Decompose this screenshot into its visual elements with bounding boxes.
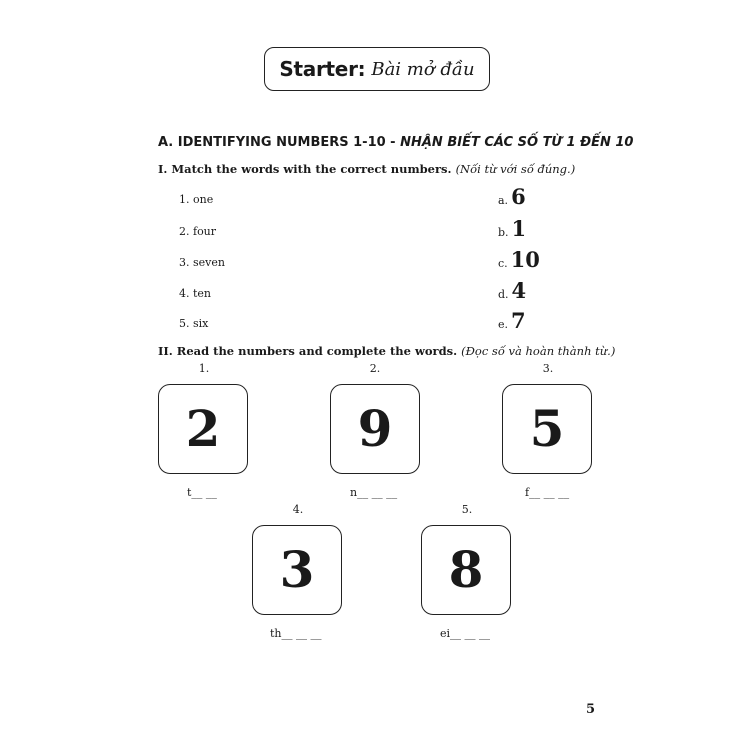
exercise-2-instruction-text: II. Read the numbers and complete the words. <box>158 344 458 358</box>
exercise-2-instruction <box>158 344 615 358</box>
match-letter: d. <box>498 288 509 301</box>
card-label: 5. <box>461 503 473 516</box>
match-number-item <box>498 184 526 209</box>
match-letter: b. <box>498 226 509 239</box>
section-a-heading <box>158 135 633 150</box>
title-box <box>264 47 490 91</box>
match-number-item <box>498 278 526 303</box>
card-number: 9 <box>357 399 393 458</box>
number-card <box>421 525 511 615</box>
number-card <box>252 525 342 615</box>
section-a-label: A. IDENTIFYING NUMBERS 1-10 - <box>158 135 401 150</box>
match-letter: e. <box>498 318 509 331</box>
match-letter: c. <box>498 257 508 270</box>
match-number-item <box>498 308 526 333</box>
exercise-1-instruction-text: I. Match the words with the correct numbers. <box>158 162 452 176</box>
page-number: 5 <box>586 702 596 717</box>
number-card <box>330 384 420 474</box>
match-number: 10 <box>510 247 540 272</box>
match-number-item <box>498 247 540 272</box>
exercise-1-instruction-viet: (Nối từ với số đúng.) <box>455 162 576 176</box>
match-number: 4 <box>511 278 527 303</box>
match-number: 6 <box>511 184 526 209</box>
title-main: Starter: <box>279 57 366 81</box>
word-blank: f__ __ __ <box>525 486 570 499</box>
match-word: 2. four <box>179 225 217 238</box>
card-number: 5 <box>529 399 565 458</box>
card-number: 3 <box>279 540 315 599</box>
card-number: 8 <box>448 540 484 599</box>
word-blank: t__ __ <box>187 486 217 499</box>
match-number-item <box>498 216 526 241</box>
word-blank: th__ __ __ <box>270 627 322 640</box>
match-word: 5. six <box>179 317 209 330</box>
match-word: 1. one <box>179 193 214 206</box>
card-number: 2 <box>185 399 221 458</box>
card-label: 2. <box>369 362 381 375</box>
word-blank: n__ __ __ <box>350 486 398 499</box>
number-card <box>158 384 248 474</box>
section-a-label-viet: NHẬN BIẾT CÁC SỐ TỪ 1 ĐẾN 10 <box>400 135 634 150</box>
word-blank: ei__ __ __ <box>440 627 491 640</box>
exercise-1-instruction <box>158 162 575 176</box>
match-number: 1 <box>511 216 527 241</box>
title-subtitle: Bài mở đầu <box>371 58 475 80</box>
number-card <box>502 384 592 474</box>
card-label: 1. <box>198 362 210 375</box>
match-number: 7 <box>511 308 526 333</box>
exercise-2-instruction-viet: (Đọc số và hoàn thành từ.) <box>461 344 616 358</box>
match-letter: a. <box>498 194 509 207</box>
match-word: 3. seven <box>179 256 225 269</box>
match-word: 4. ten <box>179 287 212 300</box>
card-label: 3. <box>542 362 554 375</box>
card-label: 4. <box>292 503 304 516</box>
